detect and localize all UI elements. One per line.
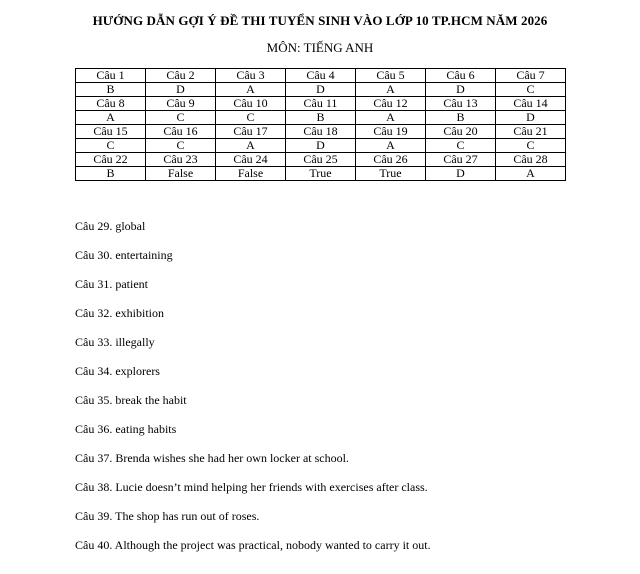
answer-key-cell: A — [216, 139, 286, 153]
answer-key-cell: B — [76, 167, 146, 181]
written-answer-item: Câu 33. illegally — [75, 335, 155, 349]
question-number-cell: Câu 17 — [216, 125, 286, 139]
written-answer-item: Câu 31. patient — [75, 277, 148, 291]
answer-key-cell: D — [286, 83, 356, 97]
written-answer-item: Câu 32. exhibition — [75, 306, 164, 320]
answer-key-cell: False — [146, 167, 216, 181]
question-number-cell: Câu 5 — [356, 69, 426, 83]
answer-key-cell: B — [426, 111, 496, 125]
answer-key-cell: A — [496, 167, 566, 181]
answer-key-cell: A — [76, 111, 146, 125]
question-number-cell: Câu 2 — [146, 69, 216, 83]
answer-key-cell: False — [216, 167, 286, 181]
answer-key-cell: B — [76, 83, 146, 97]
answer-key-cell: A — [356, 83, 426, 97]
question-number-cell: Câu 16 — [146, 125, 216, 139]
question-number-cell: Câu 3 — [216, 69, 286, 83]
question-number-cell: Câu 18 — [286, 125, 356, 139]
question-number-cell: Câu 27 — [426, 153, 496, 167]
question-number-cell: Câu 25 — [286, 153, 356, 167]
written-answer-item: Câu 37. Brenda wishes she had her own locker at school. — [75, 451, 349, 465]
written-answer-item: Câu 40. Although the project was practical, nobody wanted to carry it out. — [75, 538, 431, 552]
question-number-cell: Câu 28 — [496, 153, 566, 167]
written-answer-item: Câu 36. eating habits — [75, 422, 177, 436]
question-number-cell: Câu 26 — [356, 153, 426, 167]
answer-table — [75, 68, 566, 181]
answer-key-cell: C — [496, 139, 566, 153]
answer-key-row — [76, 83, 566, 97]
question-number-cell: Câu 6 — [426, 69, 496, 83]
question-number-cell: Câu 15 — [76, 125, 146, 139]
answer-key-cell: D — [146, 83, 216, 97]
question-number-cell: Câu 23 — [146, 153, 216, 167]
answer-key-cell: C — [146, 111, 216, 125]
written-answer-item: Câu 34. explorers — [75, 364, 160, 378]
question-number-cell: Câu 7 — [496, 69, 566, 83]
answer-key-row — [76, 167, 566, 181]
written-answer-item: Câu 29. global — [75, 219, 146, 233]
answer-key-cell: True — [286, 167, 356, 181]
question-number-row — [76, 125, 566, 139]
written-answer-item: Câu 35. break the habit — [75, 393, 187, 407]
answer-key-cell: C — [426, 139, 496, 153]
question-number-cell: Câu 14 — [496, 97, 566, 111]
subject-heading: MÔN: TIẾNG ANH — [266, 40, 374, 55]
answer-key-row — [76, 111, 566, 125]
question-number-row — [76, 97, 566, 111]
question-number-row — [76, 153, 566, 167]
question-number-cell: Câu 1 — [76, 69, 146, 83]
question-number-row — [76, 69, 566, 83]
answer-key-cell: C — [76, 139, 146, 153]
question-number-cell: Câu 11 — [286, 97, 356, 111]
answer-key-cell: D — [286, 139, 356, 153]
question-number-cell: Câu 9 — [146, 97, 216, 111]
answer-key-row — [76, 139, 566, 153]
answer-key-cell: D — [426, 83, 496, 97]
written-answer-item: Câu 39. The shop has run out of roses. — [75, 509, 260, 523]
question-number-cell: Câu 22 — [76, 153, 146, 167]
answer-key-cell: A — [356, 111, 426, 125]
question-number-cell: Câu 19 — [356, 125, 426, 139]
question-number-cell: Câu 13 — [426, 97, 496, 111]
question-number-cell: Câu 10 — [216, 97, 286, 111]
written-answer-item: Câu 30. entertaining — [75, 248, 173, 262]
written-answers-list — [75, 218, 615, 566]
answer-key-cell: C — [216, 111, 286, 125]
question-number-cell: Câu 21 — [496, 125, 566, 139]
answer-key-cell: B — [286, 111, 356, 125]
question-number-cell: Câu 20 — [426, 125, 496, 139]
question-number-cell: Câu 24 — [216, 153, 286, 167]
question-number-cell: Câu 4 — [286, 69, 356, 83]
question-number-cell: Câu 12 — [356, 97, 426, 111]
answer-key-cell: True — [356, 167, 426, 181]
document-title: HƯỚNG DẪN GỢI Ý ĐỀ THI TUYỂN SINH VÀO LỚP 10 TP.HCM NĂM 2026 — [92, 13, 548, 28]
question-number-cell: Câu 8 — [76, 97, 146, 111]
answer-key-cell: C — [496, 83, 566, 97]
answer-key-cell: D — [426, 167, 496, 181]
answer-key-cell: A — [216, 83, 286, 97]
answer-key-cell: C — [146, 139, 216, 153]
written-answer-item: Câu 38. Lucie doesn’t mind helping her friends with exercises after class. — [75, 480, 428, 494]
answer-key-cell: D — [496, 111, 566, 125]
answer-key-cell: A — [356, 139, 426, 153]
